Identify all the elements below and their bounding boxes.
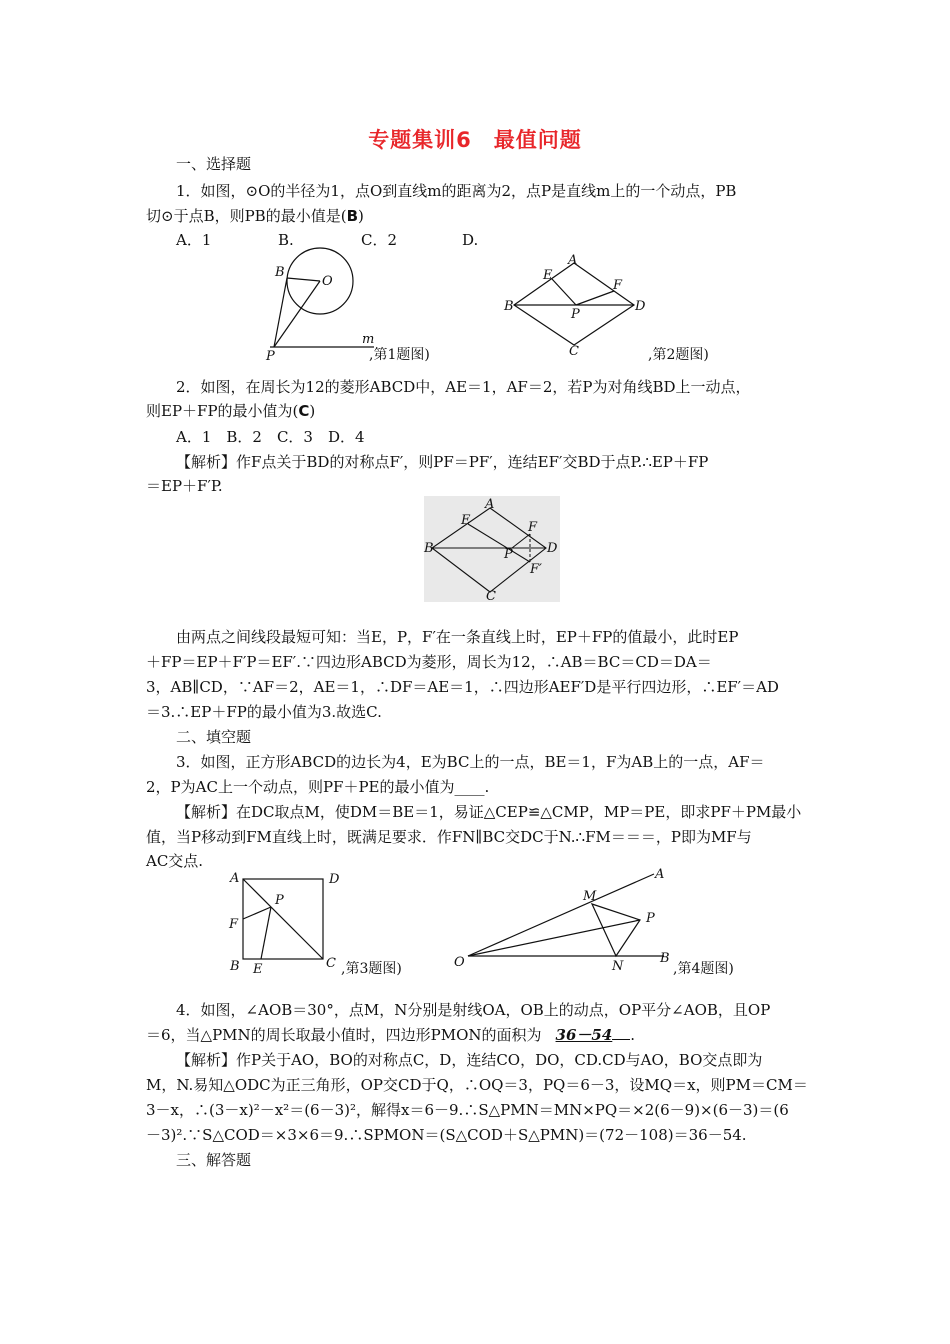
q2-body-4: ＝3.∴EP＋FP的最小值为3.故选C. [146, 703, 382, 721]
f1-label-o: O [322, 274, 333, 289]
q3-line2: 2，P为AC上一个动点，则PF＋PE的最小值为____. [146, 778, 490, 796]
f2-label-d: D [635, 299, 646, 314]
f2b-label-a: A [485, 497, 495, 512]
section-choice: 一、选择题 [176, 155, 252, 173]
q3-line1: 3．如图，正方形ABCD的边长为4，E为BC上的一点，BE＝1，F为AB上的一点，AF＝ [176, 753, 765, 771]
f3-label-p: P [275, 893, 284, 908]
f4-segment-op [468, 920, 640, 956]
q2-analysis-2: ＝EP＋F′P. [146, 477, 223, 495]
f1-label-p: P [266, 349, 275, 364]
f2b-label-d: D [547, 541, 558, 556]
f2-segment-ep [552, 279, 576, 305]
f3-label-e: E [253, 962, 263, 977]
q4-line1: 4．如图，∠AOB＝30°，点M，N分别是射线OA，OB上的动点，OP平分∠AOB，且OP [176, 1001, 771, 1019]
fig2-caption: ,第2题图) [648, 347, 709, 363]
q2-analysis-1: 【解析】作F点关于BD的对称点F′，则PF＝PF′，连结EF′交BD于点P.∴EP＋FP [176, 453, 709, 471]
f1-line-po [274, 281, 320, 347]
section-fill: 二、填空题 [176, 728, 252, 746]
q3-analysis-3: AC交点. [146, 852, 204, 870]
f3-segment-fp [243, 907, 271, 919]
q3-analysis-1: 【解析】在DC取点M，使DM＝BE＝1，易证△CEP≌△CMP，MP＝PE，即求PF＋PM最小 [176, 803, 802, 821]
q2-body-1: 由两点之间线段最短可知：当E，P，F′在一条直线上时，EP＋FP的值最小，此时EP [176, 628, 739, 646]
f4-label-p: P [646, 911, 655, 926]
q2-options: A．1 B．2 C．3 D．4 [176, 428, 365, 446]
q4-answer: 36－54 [555, 1026, 613, 1044]
fig3-caption: ,第3题图) [341, 961, 402, 977]
f3-label-f: F [229, 917, 239, 932]
f4-triangle-pmn [592, 904, 640, 956]
f2-label-a: A [568, 253, 578, 268]
f3-diagonal-ac [243, 879, 323, 959]
q2-line1: 2．如图，在周长为12的菱形ABCD中，AE＝1，AF＝2，若P为对角线BD上一动点， [176, 378, 751, 396]
q4-line2: ＝6，当△PMN的周长取最小值时，四边形PMON的面积为 36－54 . [146, 1026, 636, 1044]
fig4-caption: ,第4题图) [673, 961, 734, 977]
f2b-label-e: E [461, 513, 471, 528]
f1-label-m: m [362, 332, 375, 347]
q1-option-c: C．2 [361, 231, 398, 249]
q4-analysis-2: M，N.易知△ODC为正三角形，OP交CD于Q，∴OQ＝3，PQ＝6－3，设MQ＝x，则PM＝CM＝ [146, 1076, 808, 1094]
f2b-label-b: B [424, 541, 434, 556]
q4-analysis-4: －3)².∵S△COD＝×3×6＝9.∴SPMON＝(S△COD＋S△PMN)＝(72－108)＝36－54. [146, 1126, 747, 1144]
f2b-label-fprime: F′ [530, 562, 542, 577]
f3-label-c: C [326, 956, 336, 971]
figure-1 [250, 245, 380, 365]
f4-label-o: O [454, 955, 465, 970]
q2-answer: C [298, 402, 310, 420]
f4-label-n: N [612, 959, 624, 974]
f2-label-p: P [571, 307, 580, 322]
q1-line2: 切⊙于点B，则PB的最小值是(B) [146, 207, 364, 225]
q3-analysis-2: 值，当P移动到FM直线上时，既满足要求．作FN∥BC交DC于N.∴FM＝＝＝，P即为MF与 [146, 828, 752, 846]
f4-label-a: A [655, 867, 665, 882]
q1-option-d: D. [462, 231, 479, 249]
f3-label-b: B [230, 959, 240, 974]
f2b-label-p: P [504, 547, 513, 562]
f3-label-a: A [230, 871, 240, 886]
q2-body-3: 3，AB∥CD，∵AF＝2，AE＝1，∴DF＝AE＝1，∴四边形AEF′D是平行四边形，∴EF′＝AD [146, 678, 779, 696]
f2-label-c: C [569, 344, 579, 359]
f2b-label-f: F [528, 520, 538, 535]
figure-4 [450, 862, 675, 974]
figure-3 [225, 868, 350, 978]
f4-label-b: B [660, 951, 670, 966]
q2-line2: 则EP＋FP的最小值为(C) [146, 402, 316, 420]
q1-option-a: A．1 [176, 231, 212, 249]
q4-analysis-3: 3－x，∴(3－x)²－x²＝(6－3)²，解得x＝6－9.∴S△PMN＝MN×PQ＝×2(6－9)×(6－3)＝(6 [146, 1101, 789, 1119]
q2-body-2: ＋FP＝EP＋F′P＝EF′.∵四边形ABCD为菱形，周长为12，∴AB＝BC＝CD＝DA＝ [146, 653, 712, 671]
f2b-label-c: C [486, 589, 496, 604]
figure-2 [500, 253, 650, 359]
figure-2-solution [424, 496, 560, 602]
f4-label-m: M [583, 889, 597, 904]
q4-analysis-1: 【解析】作P关于AO，BO的对称点C，D，连结CO，DO，CD.CD与AO，BO交点即为 [176, 1051, 763, 1069]
f2-rhombus [514, 263, 634, 345]
f3-segment-pe [261, 907, 271, 959]
section-solve: 三、解答题 [176, 1151, 252, 1169]
fig1-caption: ,第1题图) [369, 347, 430, 363]
q1-option-b: B. [278, 231, 294, 249]
page-title: 专题集训6 最值问题 [368, 128, 582, 152]
f1-line-bo [287, 278, 320, 281]
f2-label-f: F [613, 278, 623, 293]
q1-line1: 1．如图，⊙O的半径为1，点O到直线m的距离为2，点P是直线m上的一个动点，PB [176, 182, 737, 200]
f2-segment-pf [576, 291, 614, 305]
q1-answer: B [346, 207, 358, 225]
f1-label-b: B [275, 265, 285, 280]
f2-label-b: B [504, 299, 514, 314]
f2-label-e: E [543, 268, 553, 283]
f3-label-d: D [329, 872, 340, 887]
